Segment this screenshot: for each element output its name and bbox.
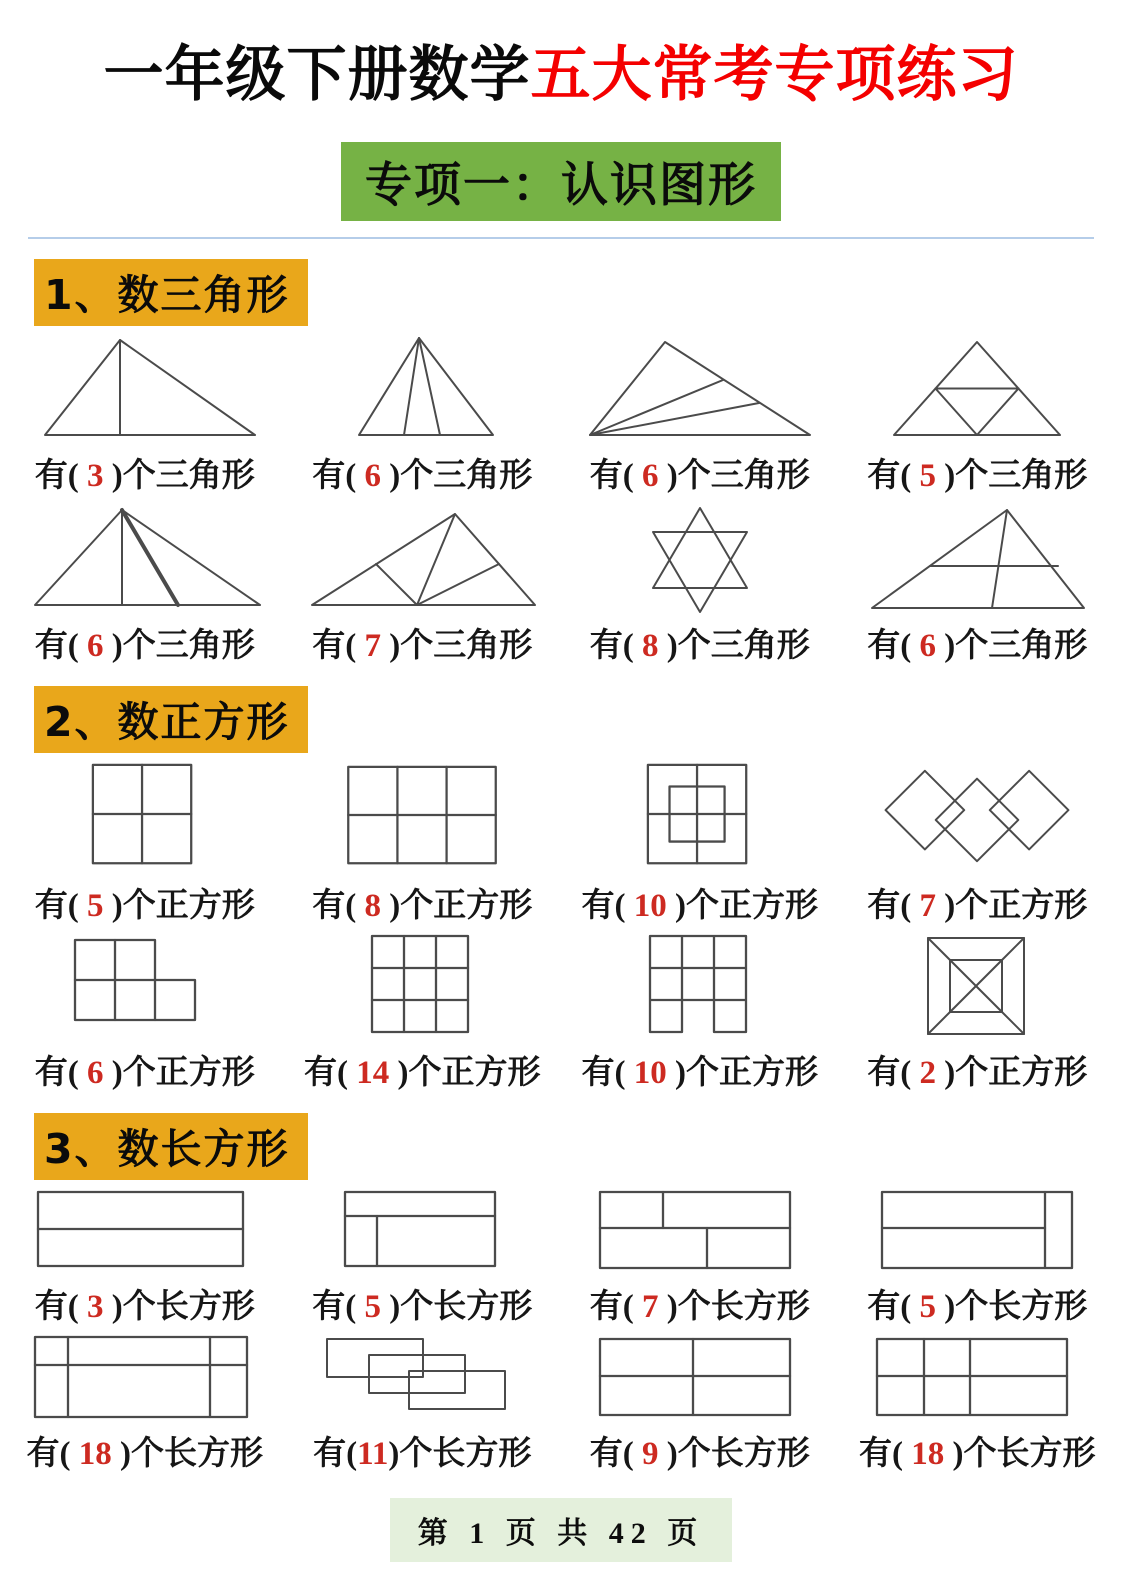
answer-line	[312, 619, 532, 666]
answer-number: 7	[633, 1289, 667, 1325]
answer-line	[35, 619, 255, 666]
answer-number: 7	[911, 888, 945, 924]
figure-triangle-fan-from-left-vertex	[575, 330, 825, 445]
answer-number: 6	[78, 628, 112, 664]
figure-rect-right-column-left-two-rows	[852, 1184, 1102, 1276]
problem-cell	[839, 930, 1117, 1093]
answer-suffix: )个三角形	[389, 458, 533, 494]
problem-cell	[284, 330, 562, 496]
answer-suffix: )个三角形	[944, 628, 1088, 664]
answer-prefix: 有(	[26, 1436, 71, 1472]
answer-prefix: 有(	[34, 1055, 79, 1091]
problem-cell	[6, 1184, 284, 1327]
answer-line	[582, 879, 819, 926]
answer-number: 6	[78, 1055, 112, 1091]
answer-line	[590, 449, 810, 496]
answer-number: 6	[911, 628, 945, 664]
problem-cell	[6, 500, 284, 666]
answer-number: 3	[78, 1289, 112, 1325]
answer-suffix: )个长方形	[120, 1436, 263, 1472]
answer-number: 6	[633, 458, 667, 494]
square-row-2	[6, 930, 1116, 1093]
answer-prefix: 有(	[867, 1055, 912, 1091]
section-1-heading: 1、数三角形	[34, 259, 308, 326]
section-banner: 专项一：认识图形	[341, 142, 781, 221]
rectangle-row-2	[6, 1331, 1116, 1474]
answer-prefix: 有(	[589, 1436, 634, 1472]
page-title	[0, 42, 1122, 108]
answer-suffix: )个长方形	[666, 1436, 810, 1472]
figure-triangle-with-altitude	[20, 330, 270, 445]
answer-prefix: 有(	[589, 628, 634, 664]
answer-suffix: )个三角形	[389, 628, 533, 664]
answer-number: 8	[633, 628, 667, 664]
answer-suffix: )个正方形	[111, 888, 255, 924]
answer-prefix: 有(	[867, 458, 912, 494]
answer-suffix: )个长方形	[388, 1436, 532, 1472]
answer-suffix: )个长方形	[666, 1289, 810, 1325]
page-number-footer: 第 1 页 共 42 页	[390, 1498, 733, 1562]
problem-cell	[839, 500, 1117, 666]
figure-triangle-with-midsegment-inner-triangle	[852, 330, 1102, 445]
answer-prefix: 有(	[312, 888, 357, 924]
figure-triangle-altitude-plus-thick-cevian	[20, 500, 270, 615]
answer-suffix: )个长方形	[952, 1436, 1096, 1472]
answer-line	[590, 1280, 810, 1327]
answer-line	[590, 1427, 810, 1474]
answer-line	[312, 879, 532, 926]
answer-prefix: 有(	[312, 628, 357, 664]
answer-line	[312, 449, 532, 496]
answer-suffix: )个正方形	[944, 888, 1088, 924]
figure-p-shape-five-squares	[20, 930, 270, 1042]
answer-prefix: 有(	[867, 1289, 912, 1325]
answer-line	[859, 1427, 1096, 1474]
answer-line	[35, 449, 255, 496]
answer-prefix: 有(	[304, 1055, 348, 1091]
title-black-part: 一年级下册数学	[103, 40, 531, 110]
problem-cell	[561, 930, 839, 1093]
answer-number: 18	[903, 1436, 953, 1472]
figure-three-overlapping-diamonds	[852, 757, 1102, 875]
answer-suffix: )个长方形	[944, 1289, 1088, 1325]
section-2-header-row	[34, 686, 1122, 753]
answer-number: 5	[78, 888, 112, 924]
answer-line	[590, 619, 810, 666]
figure-three-cascading-overlapping-rects	[297, 1331, 547, 1423]
answer-suffix: )个正方形	[389, 888, 533, 924]
answer-suffix: )个长方形	[389, 1289, 533, 1325]
answer-prefix: 有(	[34, 1289, 79, 1325]
figure-triangle-three-cevians-from-base-point	[297, 500, 547, 615]
answer-line	[867, 1046, 1087, 1093]
answer-line	[35, 1046, 255, 1093]
answer-suffix: )个正方形	[675, 1055, 818, 1091]
section-3-heading: 3、数长方形	[34, 1113, 308, 1180]
answer-suffix: )个三角形	[944, 458, 1088, 494]
figure-grid-3x2	[297, 757, 547, 875]
answer-line	[304, 1046, 541, 1093]
problem-cell	[6, 930, 284, 1093]
problem-cell	[284, 1184, 562, 1327]
problem-cell	[839, 757, 1117, 926]
figure-grid-3x3	[297, 930, 547, 1042]
figure-six-pointed-star	[575, 500, 825, 615]
figure-square-inscribed-square-with-diagonals	[852, 930, 1102, 1042]
answer-prefix: 有(	[313, 1436, 358, 1472]
answer-prefix: 有(	[867, 888, 912, 924]
answer-number: 11	[357, 1436, 389, 1472]
answer-prefix: 有(	[867, 628, 912, 664]
answer-number: 3	[78, 458, 112, 494]
section-1-header-row	[34, 259, 1122, 326]
answer-number: 2	[911, 1055, 945, 1091]
answer-suffix: )个正方形	[397, 1055, 541, 1091]
answer-suffix: )个正方形	[111, 1055, 255, 1091]
section-3-header-row	[34, 1113, 1122, 1180]
answer-number: 5	[356, 1289, 390, 1325]
problem-cell	[6, 1331, 284, 1474]
problem-cell	[6, 330, 284, 496]
square-row-1	[6, 757, 1116, 926]
answer-number: 18	[70, 1436, 120, 1472]
figure-rect-3cols-2rows	[852, 1331, 1102, 1423]
figure-rect-two-rows-offset-splits	[575, 1184, 825, 1276]
rectangle-row-1	[6, 1184, 1116, 1327]
figure-grid-2x2	[20, 757, 270, 875]
problem-cell	[561, 1184, 839, 1327]
figure-rect-grid-2x2	[575, 1331, 825, 1423]
section-2-heading: 2、数正方形	[34, 686, 308, 753]
figure-triangle-cevian-and-midline	[852, 500, 1102, 615]
answer-prefix: 有(	[589, 458, 634, 494]
answer-line	[867, 449, 1087, 496]
problem-cell	[839, 1331, 1117, 1474]
answer-line	[35, 1280, 255, 1327]
answer-prefix: 有(	[312, 458, 357, 494]
figure-rect-top-strip-bottom-split-left	[297, 1184, 547, 1276]
answer-number: 8	[356, 888, 390, 924]
answer-line	[867, 879, 1087, 926]
answer-number: 5	[911, 458, 945, 494]
divider-line	[28, 237, 1094, 239]
answer-suffix: )个三角形	[666, 628, 810, 664]
problem-cell	[561, 500, 839, 666]
figure-rect-3cols-2rows-narrow-sides	[20, 1331, 270, 1423]
answer-suffix: )个正方形	[675, 888, 818, 924]
figure-rect-two-rows	[20, 1184, 270, 1276]
triangle-row-2	[6, 500, 1116, 666]
banner-row	[0, 142, 1122, 221]
figure-grid-3x3-missing-bottom-middle	[575, 930, 825, 1042]
problem-cell	[284, 500, 562, 666]
answer-number: 10	[625, 888, 675, 924]
answer-prefix: 有(	[589, 1289, 634, 1325]
answer-number: 7	[356, 628, 390, 664]
answer-number: 5	[911, 1289, 945, 1325]
answer-prefix: 有(	[34, 888, 79, 924]
title-red-part: 五大常考专项练习	[530, 40, 1019, 110]
problem-cell	[839, 1184, 1117, 1327]
answer-suffix: )个三角形	[111, 628, 255, 664]
footer-row	[0, 1498, 1122, 1562]
answer-line	[35, 879, 255, 926]
figure-tall-triangle-two-cevians-from-apex	[297, 330, 547, 445]
figure-square-cross-with-inner-square	[575, 757, 825, 875]
triangle-row-1	[6, 330, 1116, 496]
answer-number: 6	[356, 458, 390, 494]
problem-cell	[561, 757, 839, 926]
problem-cell	[284, 757, 562, 926]
problem-cell	[284, 930, 562, 1093]
answer-line	[27, 1427, 264, 1474]
answer-line	[313, 1427, 531, 1474]
answer-number: 10	[625, 1055, 675, 1091]
answer-number: 14	[348, 1055, 398, 1091]
answer-prefix: 有(	[34, 628, 79, 664]
answer-number: 9	[633, 1436, 667, 1472]
answer-line	[867, 1280, 1087, 1327]
answer-suffix: )个正方形	[944, 1055, 1088, 1091]
answer-suffix: )个三角形	[666, 458, 810, 494]
answer-suffix: )个三角形	[111, 458, 255, 494]
problem-cell	[561, 1331, 839, 1474]
answer-line	[582, 1046, 819, 1093]
problem-cell	[284, 1331, 562, 1474]
answer-prefix: 有(	[859, 1436, 903, 1472]
answer-prefix: 有(	[312, 1289, 357, 1325]
problem-cell	[839, 330, 1117, 496]
answer-prefix: 有(	[581, 1055, 626, 1091]
answer-prefix: 有(	[581, 888, 626, 924]
problem-cell	[6, 757, 284, 926]
answer-line	[867, 619, 1087, 666]
answer-line	[312, 1280, 532, 1327]
answer-suffix: )个长方形	[111, 1289, 255, 1325]
answer-prefix: 有(	[34, 458, 79, 494]
problem-cell	[561, 330, 839, 496]
